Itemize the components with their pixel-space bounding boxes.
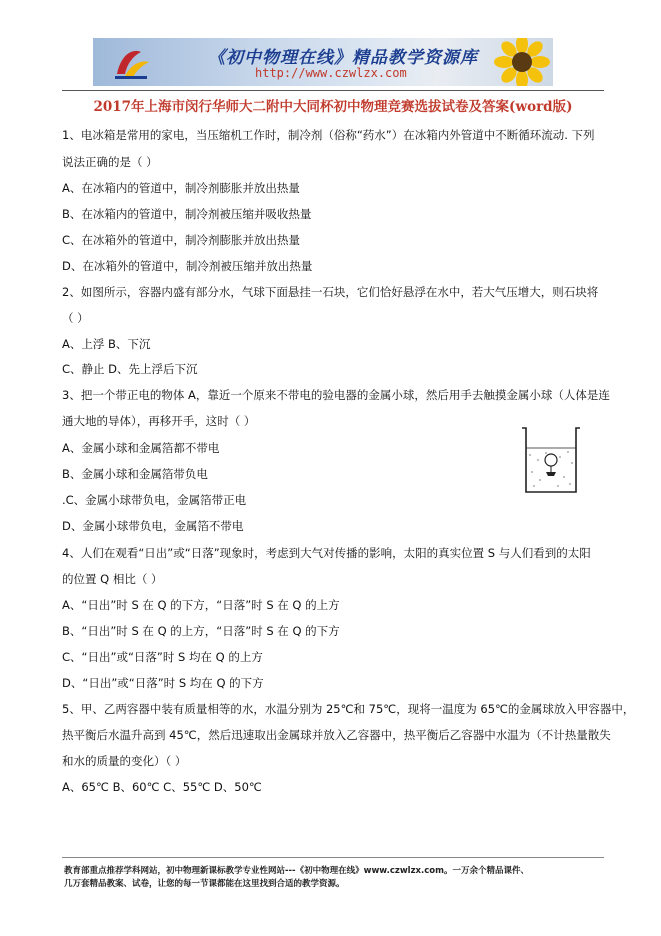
question-line: 热平衡后水温升高到 45℃，然后迅速取出金属球并放入乙容器中，热平衡后乙容器中水温为（不计热量散失 [62,728,611,742]
option-line: C、在冰箱外的管道中，制冷剂膨胀并放出热量 [62,233,301,247]
beaker-balloon-figure [518,422,584,496]
option-line: A、65℃ B、60℃ C、55℃ D、50℃ [62,780,262,794]
question-line: （ ） [62,311,89,325]
question-line: 1、电冰箱是常用的家电，当压缩机工作时，制冷剂（俗称“药水”）在冰箱内外管道中不断循环流动. 下列 [62,128,595,142]
question-line: 的位置 Q 相比（ ） [62,572,163,586]
option-line: D、金属小球带负电，金属箔不带电 [62,519,244,533]
header-rule [62,90,604,91]
site-logo-icon [111,44,151,82]
option-line: B、在冰箱内的管道中，制冷剂被压缩并吸收热量 [62,207,312,221]
question-line: 和水的质量的变化）（ ） [62,754,187,768]
question-line: 5、甲、乙两容器中装有质量相等的水，水温分别为 25℃和 75℃，现将一温度为 65℃的金属球放入甲容器中， [62,702,635,716]
document-title: 2017年上海市闵行华师大二附中大同杯初中物理竞赛选拔试卷及答案(word版) [93,99,573,115]
option-line: A、“日出”时 S 在 Q 的下方，“日落”时 S 在 Q 的上方 [62,598,340,612]
option-line: A、在冰箱内的管道中，制冷剂膨胀并放出热量 [62,181,300,195]
site-banner [93,38,553,86]
banner-title: 《初中物理在线》精品教学资源库 [208,48,478,68]
option-line: D、“日出”或“日落”时 S 均在 Q 的下方 [62,676,264,690]
question-line: 说法正确的是（ ） [62,155,158,169]
banner-url: http://www.czwlzx.com [255,66,407,80]
option-line: C、“日出”或“日落”时 S 均在 Q 的上方 [62,650,263,664]
question-line: 4、人们在观看“日出”或“日落”现象时，考虑到大气对传播的影响，太阳的真实位置 S 与人们看到的太阳 [62,546,591,560]
sunflower-icon [491,38,553,86]
option-line: B、金属小球和金属箔带负电 [62,467,208,481]
option-line: A、上浮 B、下沉 [62,337,151,351]
option-line: A、金属小球和金属箔都不带电 [62,441,220,455]
footer-rule [62,857,604,858]
footer-line: 几万套精品教案、试卷，让您的每一节课都能在这里找到合适的教学资源。 [64,879,345,889]
option-line: .C、金属小球带负电，金属箔带正电 [62,493,247,507]
question-line: 3、把一个带正电的物体 A，靠近一个原来不带电的验电器的金属小球，然后用手去触摸金属小球（人体是连 [62,388,610,402]
option-line: C、静止 D、先上浮后下沉 [62,362,198,376]
question-line: 通大地的导体），再移开手，这时（ ） [62,414,256,428]
option-line: D、在冰箱外的管道中，制冷剂被压缩并放出热量 [62,259,313,273]
footer-line: 教育部重点推荐学科网站，初中物理新课标教学专业性网站---《初中物理在线》www.czwlzx.com。一万余个精品课件、 [64,866,529,876]
option-line: B、“日出”时 S 在 Q 的上方，“日落”时 S 在 Q 的下方 [62,624,340,638]
question-line: 2、如图所示，容器内盛有部分水，气球下面悬挂一石块，它们恰好悬浮在水中，若大气压增大，则石块将 [62,285,599,299]
